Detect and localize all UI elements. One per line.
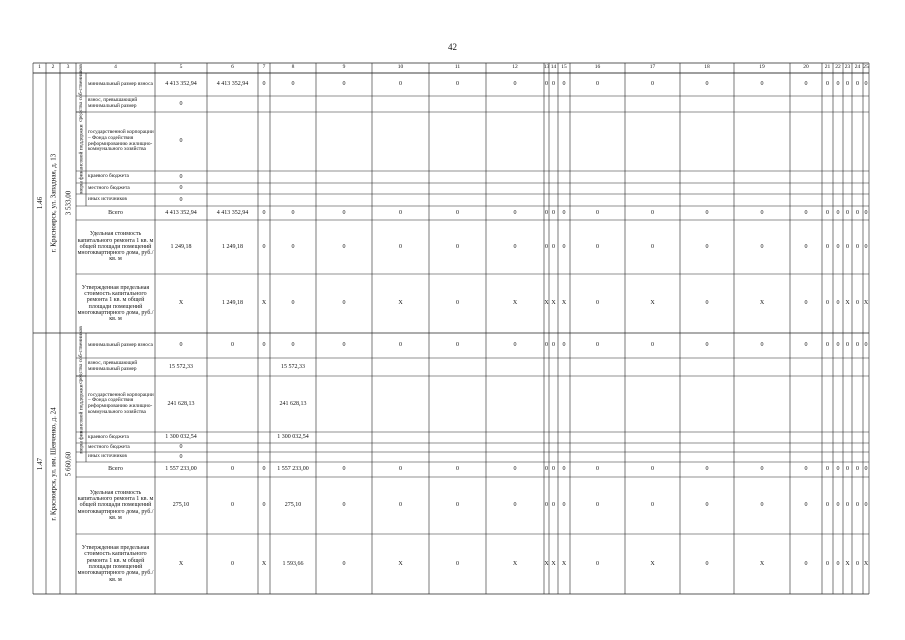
column-number-12: 12 [512,64,518,71]
block2-value-cell: 0 [399,502,402,509]
block2-value-cell: 0 [705,502,709,509]
block1-value-cell: 0 [291,209,295,216]
block1-value-cell: 4 413 352,94 [165,81,197,88]
block2-value-cell: 0 [231,466,234,473]
block1-value-cell: 0 [342,81,346,88]
block1-value-cell: 0 [804,243,808,250]
block1-value-cell: 0 [399,243,402,250]
block2-value-cell: 0 [856,560,859,567]
block1-value-cell: 0 [596,81,599,88]
block2-value-cell: 0 [804,466,808,473]
row-label: краевого бюджета [88,173,129,180]
block1-value-cell: 0 [760,209,764,216]
block2-value-cell: 1 557 233,00 [277,466,309,473]
block2-value-cell: 0 [826,466,829,473]
block2-value-cell: 0 [399,342,402,349]
block1-value-cell: 0 [705,209,709,216]
area: 5 660,60 [63,451,72,476]
block2-value-cell: 0 [864,342,868,349]
column-number-4: 4 [114,64,117,71]
row-label: государственной корпорации – Фонда содействия реформированию жилищно-коммунального хозяйства [88,129,154,153]
block2-value-cell: 0 [456,466,459,473]
block2-value-cell: 0 [864,466,868,473]
block2-value-cell: 0 [513,342,517,349]
block2-value-cell: 0 [856,502,859,509]
address: г. Красноярск, ул. Западная, д. 13 [48,153,57,253]
block1-value-cell: 4 413 352,94 [216,81,249,88]
block1-value-cell: X [551,300,556,307]
block2-value-cell: 0 [231,342,234,349]
row-label-unit-cost: Удельная стоимость капитального ремонта 1 кв. м общей площади помещений многоквартирного дома, руб./кв. м [77,231,154,263]
row-label: краевого бюджета [88,433,129,440]
group-label-financial-support: меры финансовой поддержки [78,124,85,194]
row-label-max-cost: Утвержденная предельная стоимость капитального ремонта 1 кв. м общей площади помещений многоквартирного дома, руб./кв. м [77,284,154,323]
block2-value-cell: X [178,560,184,567]
block1-value-cell: 0 [456,243,459,250]
block2-value-cell: X [544,560,549,567]
block2-value-cell: 0 [651,466,654,473]
block1-value-cell: 0 [262,209,266,216]
block1-value-cell: 0 [864,81,868,88]
block1-value-cell: 0 [262,81,266,88]
block1-value-cell: 0 [826,209,829,216]
block1-value-cell: 0 [291,300,295,307]
row-label: минимальный размер взноса [88,80,153,87]
block2-value-cell: X [561,560,567,567]
block1-value-cell: 0 [342,300,346,307]
block2-value-cell: 1 593,66 [282,560,304,567]
block1-value-cell: 0 [291,243,295,250]
block2-value-cell: 0 [179,342,183,349]
block2-value-cell: X [398,560,403,567]
row-label-max-cost: Утвержденная предельная стоимость капитального ремонта 1 кв. м общей площади помещений многоквартирного дома, руб./кв. м [77,545,154,583]
block1-value-cell: 0 [399,81,402,88]
block2-value-cell: 241 628,13 [167,400,195,407]
block2-value-cell: 275,10 [172,502,190,509]
block1-value-cell: X [544,300,549,307]
block1-value-cell: 0 [705,300,709,307]
block1-value-cell: 0 [545,81,548,88]
column-number-20: 20 [803,64,809,71]
block2-value-cell: 0 [342,560,346,567]
row-label-total: Всего [108,209,123,216]
block2-value-cell: 0 [856,342,859,349]
block1-value-cell: 1 249,18 [222,300,243,307]
block1-value-cell: 0 [846,81,849,88]
block1-value-cell: 0 [179,100,183,107]
block2-value-cell: 0 [562,466,566,473]
block2-value-cell: 0 [760,342,764,349]
block1-value-cell: 0 [804,81,808,88]
block1-value-cell: 0 [456,209,459,216]
block2-value-cell: 0 [826,560,829,567]
block1-value-cell: 4 413 352,94 [165,209,197,216]
block1-value-cell: 0 [826,300,829,307]
block1-value-cell: 0 [179,138,183,145]
block1-value-cell: 0 [291,81,295,88]
block1-value-cell: 0 [856,243,859,250]
block2-value-cell: 0 [552,466,555,473]
block2-value-cell: 0 [705,466,709,473]
item-number: 1.46 [35,196,44,210]
block1-value-cell: 0 [552,209,555,216]
group-label-owners-funds: средства соб-ственников [77,63,84,122]
block1-value-cell: 0 [596,300,599,307]
block2-value-cell: X [845,560,850,567]
block2-value-cell: 0 [262,342,266,349]
block1-value-cell: 0 [651,209,654,216]
block2-value-cell: 241 628,13 [279,400,307,407]
block2-value-cell: 0 [596,342,599,349]
column-number-10: 10 [397,64,404,71]
column-number-2: 2 [51,64,55,71]
block2-value-cell: 0 [552,502,555,509]
block1-value-cell: 0 [836,81,840,88]
row-label: минимальный размер взноса [88,341,153,348]
column-number-9: 9 [342,64,346,71]
area: 3 533,00 [63,190,72,216]
block1-value-cell: 4 413 352,94 [216,209,249,216]
block2-value-cell: 1 557 233,00 [165,466,197,473]
block2-value-cell: 0 [836,342,840,349]
column-number-8: 8 [291,64,295,71]
block2-value-cell: 0 [651,502,654,509]
block1-value-cell: 0 [399,209,402,216]
block1-value-cell: X [863,300,869,307]
block2-value-cell: 0 [826,342,829,349]
column-number-14: 14 [550,64,557,71]
block2-value-cell: 0 [262,466,266,473]
block2-value-cell: X [512,560,518,567]
block2-value-cell: 0 [562,342,566,349]
block2-value-cell: 0 [342,466,346,473]
block1-value-cell: 0 [856,81,859,88]
block1-value-cell: X [178,300,184,307]
block2-value-cell: 0 [836,466,840,473]
block1-value-cell: 0 [262,243,266,250]
block1-value-cell: X [512,300,518,307]
block1-value-cell: 0 [836,209,840,216]
column-number-18: 18 [704,64,710,71]
block1-value-cell: 0 [596,243,599,250]
block2-value-cell: X [551,560,556,567]
block2-value-cell: 0 [760,502,764,509]
block1-value-cell: 1 249,18 [170,243,192,250]
block2-value-cell: 0 [804,502,808,509]
block1-value-cell: 0 [760,81,764,88]
block1-value-cell: 0 [864,243,868,250]
block1-value-cell: 0 [513,243,517,250]
block1-value-cell: X [650,300,655,307]
block1-value-cell: 0 [179,196,183,203]
row-label: местного бюджета [88,443,130,450]
block2-value-cell: X [650,560,655,567]
block1-value-cell: 0 [836,300,840,307]
block2-value-cell: 0 [836,560,840,567]
block2-value-cell: 0 [846,502,849,509]
row-label: иных источников [88,196,127,203]
block1-value-cell: 0 [804,300,808,307]
block2-value-cell: 0 [864,502,868,509]
column-number-16: 16 [594,64,601,71]
block1-value-cell: 0 [846,243,849,250]
block1-value-cell: 0 [846,209,849,216]
row-label: взнос, превышающий минимальный размер [88,360,138,372]
block2-value-cell: 275,10 [284,502,302,509]
column-number-22: 22 [835,64,841,71]
block1-value-cell: 0 [705,81,709,88]
block1-value-cell: X [759,300,765,307]
block1-value-cell: 0 [836,243,840,250]
block2-value-cell: 0 [562,502,566,509]
block2-value-cell: X [863,560,869,567]
block1-value-cell: X [261,300,267,307]
block2-value-cell: 0 [596,560,599,567]
column-number-17: 17 [649,64,656,71]
column-number-6: 6 [231,64,234,71]
group-label-financial-support: меры финансовой поддержки [78,384,85,454]
block1-value-cell: 0 [596,209,599,216]
block2-value-cell: 0 [545,502,548,509]
block1-value-cell: 0 [179,185,183,192]
block2-value-cell: 0 [651,342,654,349]
block2-value-cell: X [261,560,267,567]
block2-value-cell: 0 [846,466,849,473]
block2-value-cell: 0 [456,342,459,349]
block2-value-cell: 0 [179,453,183,460]
block2-value-cell: 0 [513,502,517,509]
block1-value-cell: 1 249,18 [222,243,243,250]
block1-value-cell: 0 [864,209,868,216]
block1-value-cell: 0 [545,209,548,216]
block2-value-cell: 0 [804,560,808,567]
block2-value-cell: 0 [291,342,295,349]
block1-value-cell: 0 [179,173,183,180]
block1-value-cell: 0 [513,81,517,88]
block1-value-cell: X [845,300,850,307]
block1-value-cell: 0 [456,81,459,88]
block2-value-cell: 0 [596,466,599,473]
block2-value-cell: 0 [846,342,849,349]
row-label: местного бюджета [88,184,130,191]
column-number-13: 13 [544,64,549,71]
block2-value-cell: 0 [856,466,859,473]
item-number: 1.47 [35,457,44,470]
block1-value-cell: 0 [651,81,654,88]
block1-value-cell: 0 [513,209,517,216]
block2-value-cell: 15 572,33 [169,363,193,370]
column-number-1: 1 [38,64,41,71]
block2-value-cell: 0 [262,502,266,509]
block1-value-cell: 0 [705,243,709,250]
block1-value-cell: 0 [562,81,566,88]
block2-value-cell: 0 [231,502,234,509]
block2-value-cell: 0 [179,444,183,451]
block2-value-cell: 0 [804,342,808,349]
block2-value-cell: 0 [231,560,234,567]
page-number: 42 [448,42,457,52]
block1-value-cell: 0 [760,243,764,250]
column-number-25: 25 [863,64,869,71]
row-label-total: Всего [108,466,123,473]
block2-value-cell: 0 [552,342,555,349]
block2-value-cell: 15 572,33 [281,363,305,370]
block1-value-cell: 0 [342,243,346,250]
block2-value-cell: 0 [545,342,548,349]
block2-value-cell: 0 [705,342,709,349]
group-label-owners-funds: средства соб-ственников [77,325,84,384]
block1-value-cell: X [398,300,403,307]
block2-value-cell: 0 [456,560,459,567]
block2-value-cell: 0 [705,560,709,567]
column-number-23: 23 [844,64,851,71]
block1-value-cell: 0 [651,243,654,250]
column-number-15: 15 [561,64,567,71]
block1-value-cell: 0 [342,209,346,216]
block1-value-cell: 0 [562,243,566,250]
block2-value-cell: 0 [513,466,517,473]
column-number-7: 7 [262,64,266,71]
block1-value-cell: 0 [804,209,808,216]
block2-value-cell: 0 [399,466,402,473]
block2-value-cell: X [759,560,765,567]
block1-value-cell: X [561,300,567,307]
block1-value-cell: 0 [856,300,859,307]
block1-value-cell: 0 [826,81,829,88]
block2-value-cell: 0 [342,342,346,349]
block2-value-cell: 0 [760,466,764,473]
block2-value-cell: 0 [836,502,840,509]
block1-value-cell: 0 [552,243,555,250]
block1-value-cell: 0 [552,81,555,88]
row-label: взнос, превышающий минимальный размер [88,97,138,109]
address: г. Красноярск, ул. им. Шевченко, д. 24 [49,406,58,521]
column-number-19: 19 [759,64,765,71]
block2-value-cell: 1 300 032,54 [165,434,197,441]
block2-value-cell: 0 [596,502,599,509]
block1-value-cell: 0 [456,300,459,307]
column-number-5: 5 [179,64,183,71]
block1-value-cell: 0 [545,243,548,250]
block2-value-cell: 0 [456,502,459,509]
block1-value-cell: 0 [856,209,859,216]
block1-value-cell: 0 [826,243,829,250]
block2-value-cell: 1 300 032,54 [277,434,309,441]
block2-value-cell: 0 [826,502,829,509]
block1-value-cell: 0 [562,209,566,216]
block2-value-cell: 0 [342,502,346,509]
row-label-unit-cost: Удельная стоимость капитального ремонта 1 кв. м общей площади помещений многоквартирного дома, руб./кв. м [77,489,154,521]
column-number-11: 11 [454,64,461,71]
row-label: иных источников [88,453,127,460]
column-number-3: 3 [66,64,70,71]
row-label: государственной корпорации – Фонда содействия реформированию жилищно-коммунального хозяйства [88,391,154,415]
column-number-21: 21 [824,64,831,71]
column-number-24: 24 [854,64,861,71]
block2-value-cell: 0 [545,466,548,473]
